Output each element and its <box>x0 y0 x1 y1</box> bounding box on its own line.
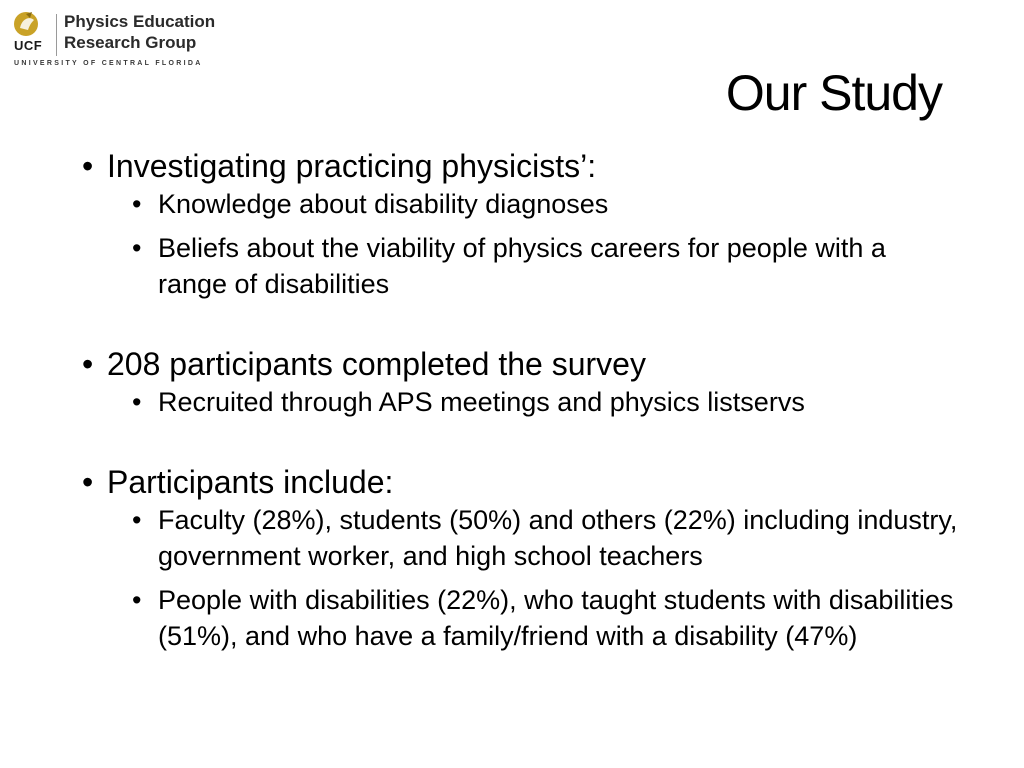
logo-title-line1: Physics Education <box>64 12 216 31</box>
logo-title-line2: Research Group <box>64 33 197 52</box>
bullet-investigating: • Investigating practicing physicists’: <box>82 146 962 186</box>
ucf-physics-logo <box>12 10 252 72</box>
bullet-participants-count: • 208 participants completed the survey <box>82 344 962 384</box>
bullet-list <box>82 146 962 654</box>
sub-bullet-disabilities: • People with disabilities (22%), who taught students with disabilities (51%), and who have a family/friend with a disability (47%) <box>82 582 962 654</box>
logo-university-name: UNIVERSITY OF CENTRAL FLORIDA <box>14 60 203 67</box>
sub-bullet-knowledge: • Knowledge about disability diagnoses <box>82 186 962 222</box>
sub-bullet-recruited: • Recruited through APS meetings and physics listservs <box>82 384 962 420</box>
slide-title: Our Study <box>725 65 942 121</box>
logo-ucf-text: UCF <box>14 38 43 53</box>
sub-bullet-beliefs: • Beliefs about the viability of physics careers for people with a range of disabilities <box>82 230 962 302</box>
sub-bullet-faculty: • Faculty (28%), students (50%) and others (22%) including industry, government worker, and high school teachers <box>82 502 962 574</box>
spacer <box>82 302 962 344</box>
spacer <box>82 420 962 462</box>
logo-divider <box>56 14 57 56</box>
bullet-participants-include: • Participants include: <box>82 462 962 502</box>
